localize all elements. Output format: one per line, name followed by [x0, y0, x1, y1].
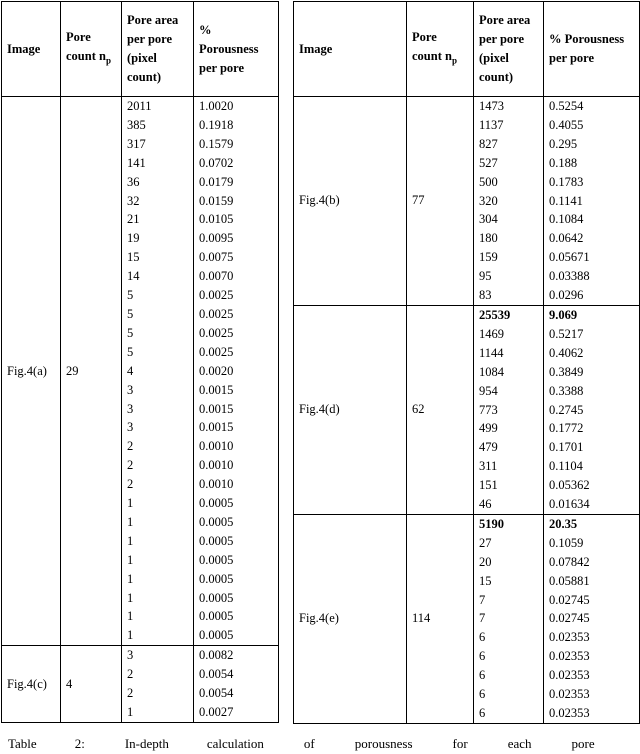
- pore-area-value: 27: [479, 535, 492, 550]
- header-porousness: % Porousness per pore: [544, 2, 640, 97]
- porousness-value: 0.0005: [199, 571, 234, 586]
- porousness-value: 0.3849: [549, 364, 584, 379]
- pore-count-cell: 77: [407, 97, 474, 306]
- pore-area-value: 5: [127, 325, 134, 340]
- porousness-value: 0.05881: [549, 573, 590, 588]
- porousness-value: 0.02353: [549, 706, 590, 720]
- porousness-value: 0.0296: [549, 288, 584, 303]
- pore-area-value: 2: [127, 439, 134, 454]
- pore-area-cell: [122, 646, 194, 723]
- right-header-row: [294, 2, 640, 97]
- left-table: [1, 1, 279, 723]
- header-image: Image: [294, 2, 407, 97]
- porousness-cell: [544, 97, 640, 306]
- header-pore-area: Pore area per pore (pixel count): [122, 2, 194, 97]
- porousness-value: 1.0020: [199, 99, 234, 113]
- pore-area-value: 5: [127, 306, 134, 321]
- porousness-value: 0.02353: [549, 668, 590, 683]
- porousness-value: 0.0025: [199, 288, 234, 303]
- pore-area-value: 19: [127, 231, 140, 246]
- image-cell: Fig.4(a): [2, 97, 61, 646]
- pore-area-value: 317: [127, 136, 146, 151]
- pore-area-value: 6: [479, 630, 486, 645]
- porousness-value: 0.02745: [549, 592, 590, 607]
- pore-area-value: 1473: [479, 99, 504, 113]
- pore-count-cell: 114: [407, 514, 474, 723]
- table-caption: Table 2: In-depth calculation of porousness for each pore: [8, 736, 595, 751]
- porousness-value: 0.0025: [199, 306, 234, 321]
- pore-area-value: 479: [479, 440, 498, 455]
- porousness-value: 0.0005: [199, 552, 234, 567]
- porousness-value: 0.0015: [199, 401, 234, 416]
- pore-area-value: 2: [127, 667, 134, 682]
- porousness-cell: [544, 305, 640, 514]
- pore-area-value: 6: [479, 687, 486, 702]
- porousness-value: 0.02745: [549, 611, 590, 626]
- pore-area-value: 159: [479, 250, 498, 265]
- porousness-value: 0.1783: [549, 174, 584, 189]
- pore-area-cell: [474, 305, 544, 514]
- pore-area-value: 3: [127, 420, 134, 435]
- image-cell: Fig.4(c): [2, 646, 61, 723]
- pore-area-value: 1: [127, 705, 134, 719]
- pore-area-value: 1: [127, 628, 134, 643]
- porousness-value: 0.0070: [199, 269, 234, 284]
- porousness-value: 0.0005: [199, 609, 234, 624]
- header-image: Image: [2, 2, 61, 97]
- porousness-value: 0.0027: [199, 705, 234, 719]
- porousness-value: 0.0159: [199, 193, 234, 208]
- porousness-value: 0.0005: [199, 590, 234, 605]
- porousness-value: 0.4055: [549, 117, 584, 132]
- porousness-value: 0.1104: [549, 459, 583, 474]
- porousness-value: 0.295: [549, 136, 578, 151]
- porousness-value: 0.1059: [549, 535, 584, 550]
- pore-area-value: 1: [127, 590, 134, 605]
- pore-area-value: 499: [479, 421, 498, 436]
- porousness-value: 0.0642: [549, 231, 584, 246]
- pore-area-value: 3: [127, 648, 134, 663]
- left-header-row: [2, 2, 279, 97]
- porousness-value: 0.0005: [199, 496, 234, 511]
- pore-area-value: 15: [127, 250, 140, 265]
- pore-area-value: 7: [479, 592, 486, 607]
- pore-area-value: 304: [479, 212, 498, 227]
- porousness-value: 0.1141: [549, 193, 583, 208]
- pore-area-value: 1: [127, 552, 134, 567]
- porousness-value: 0.188: [549, 155, 578, 170]
- header-porousness: % Porousness per pore: [194, 2, 279, 97]
- pore-area-value: 2: [127, 477, 134, 492]
- pore-area-value: 773: [479, 402, 498, 417]
- table-group-row: [294, 97, 640, 306]
- porousness-value: 0.1918: [199, 117, 234, 132]
- pore-area-value: 180: [479, 231, 498, 246]
- porousness-value: 0.0010: [199, 477, 234, 492]
- porousness-value: 0.1701: [549, 440, 584, 455]
- pore-area-value: 5190: [479, 516, 504, 531]
- pore-area-value: 5: [127, 344, 134, 359]
- pore-area-value: 311: [479, 459, 498, 474]
- porousness-value: 0.0010: [199, 458, 234, 473]
- pore-area-value: 141: [127, 155, 146, 170]
- pore-area-value: 1: [127, 533, 134, 548]
- pore-area-value: 1137: [479, 117, 504, 132]
- pore-area-value: 1: [127, 496, 134, 511]
- porousness-value: 0.0005: [199, 628, 234, 643]
- porousness-cell: [194, 646, 279, 723]
- pore-area-value: 32: [127, 193, 140, 208]
- porousness-value: 0.02353: [549, 649, 590, 664]
- image-cell: Fig.4(b): [294, 97, 407, 306]
- pore-area-value: 954: [479, 383, 498, 398]
- pore-area-value: 3: [127, 401, 134, 416]
- porousness-value: 0.0005: [199, 533, 234, 548]
- porousness-value: 0.0015: [199, 382, 234, 397]
- porousness-value: 0.02353: [549, 687, 590, 702]
- pore-area-value: 6: [479, 668, 486, 683]
- porousness-value: 0.0005: [199, 514, 234, 529]
- pore-area-value: 4: [127, 363, 134, 378]
- porousness-value: 0.0020: [199, 363, 234, 378]
- porousness-value: 0.0054: [199, 667, 234, 682]
- pore-area-value: 14: [127, 269, 140, 284]
- pore-area-value: 1: [127, 514, 134, 529]
- right-table: [293, 1, 640, 724]
- porousness-value: 0.1579: [199, 136, 234, 151]
- pore-area-cell: [122, 97, 194, 646]
- porousness-value: 0.03388: [549, 269, 590, 284]
- porousness-value: 20.35: [549, 516, 578, 531]
- pore-area-value: 21: [127, 212, 140, 227]
- porousness-value: 0.0105: [199, 212, 234, 227]
- pore-area-value: 320: [479, 193, 498, 208]
- porousness-value: 0.4062: [549, 345, 584, 360]
- porousness-value: 9.069: [549, 307, 578, 322]
- pore-count-cell: 29: [61, 97, 122, 646]
- porousness-value: 0.3388: [549, 383, 584, 398]
- porousness-value: 0.0025: [199, 344, 234, 359]
- porousness-value: 0.05671: [549, 250, 590, 265]
- pore-area-value: 527: [479, 155, 498, 170]
- pore-area-value: 1144: [479, 345, 504, 360]
- porousness-value: 0.1084: [549, 212, 584, 227]
- pore-area-cell: [474, 97, 544, 306]
- porousness-value: 0.01634: [549, 497, 590, 512]
- pore-area-value: 827: [479, 136, 498, 151]
- pore-area-value: 1469: [479, 326, 504, 341]
- image-cell: Fig.4(d): [294, 305, 407, 514]
- porousness-value: 0.07842: [549, 554, 590, 569]
- table-group-row: [2, 646, 279, 723]
- pore-area-value: 2011: [127, 99, 152, 113]
- porousness-value: 0.0075: [199, 250, 234, 265]
- porousness-value: 0.0082: [199, 648, 234, 663]
- pore-area-value: 46: [479, 497, 492, 512]
- pore-area-value: 151: [479, 478, 498, 493]
- porousness-value: 0.0015: [199, 420, 234, 435]
- pore-area-value: 500: [479, 174, 498, 189]
- porousness-value: 0.5254: [549, 99, 584, 113]
- porousness-value: 0.2745: [549, 402, 584, 417]
- porousness-value: 0.05362: [549, 478, 590, 493]
- porousness-value: 0.5217: [549, 326, 584, 341]
- table-group-row: [294, 514, 640, 723]
- header-pore-count: Pore count $n_p$: [407, 2, 474, 97]
- header-pore-area: Pore area per pore (pixel count): [474, 2, 544, 97]
- pore-count-cell: 4: [61, 646, 122, 723]
- porousness-value: 0.0025: [199, 325, 234, 340]
- pore-area-value: 1: [127, 609, 134, 624]
- porousness-value: 0.0179: [199, 174, 234, 189]
- pore-area-value: 6: [479, 706, 486, 720]
- pore-area-value: 20: [479, 554, 492, 569]
- porousness-value: 0.0054: [199, 686, 234, 701]
- porousness-cell: [194, 97, 279, 646]
- pore-area-value: 7: [479, 611, 486, 626]
- pore-area-value: 25539: [479, 307, 511, 322]
- pore-area-value: 1084: [479, 364, 504, 379]
- table-group-row: [2, 97, 279, 646]
- pore-area-value: 3: [127, 382, 134, 397]
- image-cell: Fig.4(e): [294, 514, 407, 723]
- pore-area-value: 83: [479, 288, 492, 303]
- pore-area-value: 15: [479, 573, 492, 588]
- table-group-row: [294, 305, 640, 514]
- porousness-value: 0.0095: [199, 231, 234, 246]
- porousness-value: 0.1772: [549, 421, 584, 436]
- pore-area-value: 36: [127, 174, 140, 189]
- porousness-value: 0.0702: [199, 155, 234, 170]
- pore-area-value: 2: [127, 686, 134, 701]
- porousness-value: 0.02353: [549, 630, 590, 645]
- pore-area-value: 1: [127, 571, 134, 586]
- porousness-cell: [544, 514, 640, 723]
- pore-area-value: 2: [127, 458, 134, 473]
- pore-area-value: 385: [127, 117, 146, 132]
- pore-area-value: 5: [127, 288, 134, 303]
- header-pore-count: Pore count $n_p$: [61, 2, 122, 97]
- pore-area-value: 6: [479, 649, 486, 664]
- pore-count-cell: 62: [407, 305, 474, 514]
- pore-area-cell: [474, 514, 544, 723]
- pore-area-value: 95: [479, 269, 492, 284]
- porousness-value: 0.0010: [199, 439, 234, 454]
